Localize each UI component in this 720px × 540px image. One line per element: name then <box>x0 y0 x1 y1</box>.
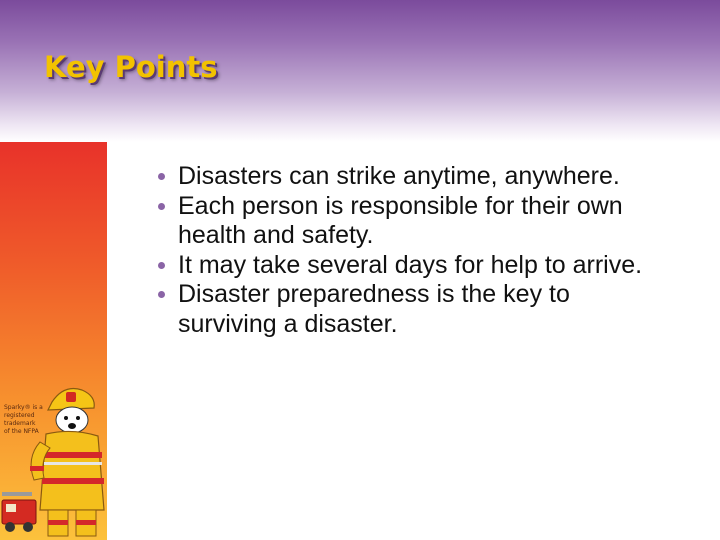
bullet-text: Disasters can strike anytime, anywhere. <box>178 162 620 190</box>
bullet-text: Each person is responsible for their own health and safety. <box>178 191 623 249</box>
decorative-sidebar <box>0 142 107 540</box>
bullet-text: It may take several days for help to arrive. <box>178 250 643 279</box>
bullet-dot-icon <box>158 291 165 298</box>
trademark-line: of the NFPA <box>4 428 39 435</box>
trademark-line: Sparky® is a <box>4 404 43 411</box>
bullet-dot-icon <box>158 262 165 269</box>
bullet-dot-icon <box>158 203 165 210</box>
trademark-line: registered <box>4 412 35 419</box>
slide-title: Key Points <box>44 50 218 84</box>
key-points-list <box>162 162 662 339</box>
bullet-text: Disaster preparedness is the key to surviving a disaster. <box>178 280 570 338</box>
bullet-dot-icon <box>158 173 165 180</box>
list-item <box>162 192 662 251</box>
list-item <box>162 162 662 192</box>
list-item <box>162 251 662 281</box>
trademark-line: trademark <box>4 420 36 427</box>
title-banner <box>0 0 720 142</box>
list-item <box>162 280 662 339</box>
sparky-mascot-illustration <box>0 382 107 540</box>
